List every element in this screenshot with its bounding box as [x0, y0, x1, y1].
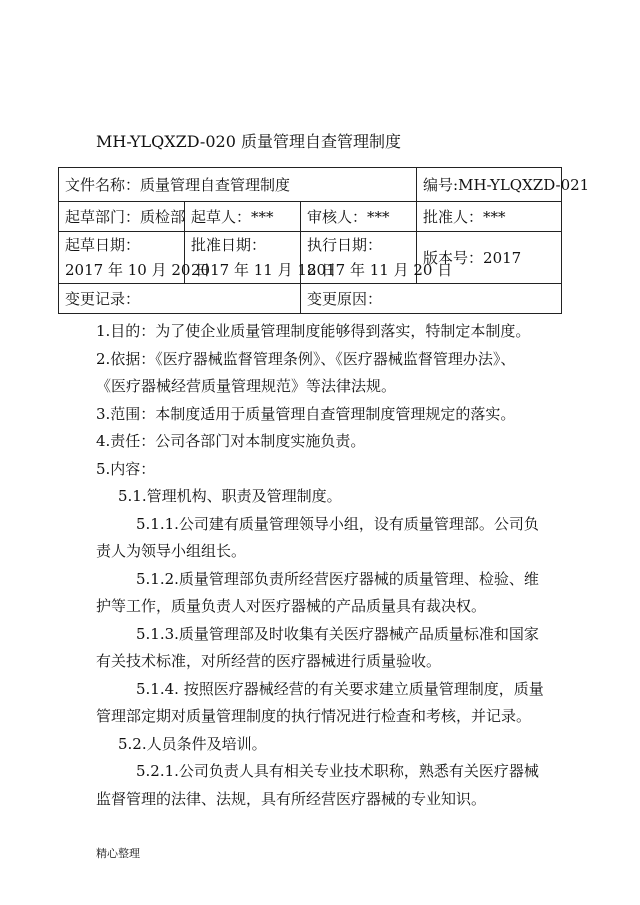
body-line: 5.1.2.质量管理部负责所经营医疗器械的质量管理、检验、维	[136, 569, 539, 588]
body-line: 5.1.管理机构、职责及管理制度。	[118, 487, 342, 505]
exec-date-label: 执行日期：	[307, 235, 383, 254]
document-title: MH-YLQXZD-020 质量管理自查管理制度	[96, 132, 401, 151]
draft-date-cell	[59, 232, 211, 284]
change-reason-cell: 变更原因：	[301, 284, 562, 314]
approve-date-cell	[185, 232, 337, 284]
document-info-table	[58, 167, 590, 314]
draft-date-value: 2017 年 10 月 20 日	[65, 260, 211, 279]
body-line: 5.2.1.公司负责人具有相关专业技术职称，熟悉有关医疗器械	[136, 762, 539, 780]
document-number-cell: 编号:MH-YLQXZD-021	[417, 168, 562, 202]
body-line: 2.依据：《医疗器械监督管理条例》、《医疗器械监督管理办法》、	[96, 349, 516, 368]
body-line: 有关技术标准，对所经营的医疗器械进行质量验收。	[96, 652, 442, 670]
reviewer-cell: 审核人：***	[301, 202, 417, 232]
exec-date-cell	[301, 232, 453, 284]
body-line: 管理部定期对质量管理制度的执行情况进行检查和考核，并记录。	[96, 707, 532, 725]
file-name-cell: 文件名称：质量管理自查管理制度	[59, 168, 417, 202]
draft-department-cell: 起草部门：质检部	[59, 202, 185, 232]
version-cell: 版本号：2017	[417, 232, 562, 284]
approver-cell: 批准人：***	[417, 202, 562, 232]
body-line: 3.范围：本制度适用于质量管理自查管理制度管理规定的落实。	[96, 404, 516, 423]
body-line: 4.责任：公司各部门对本制度实施负责。	[96, 432, 366, 450]
footer-text: 精心整理	[96, 847, 140, 860]
body-line: 监督管理的法律、法规，具有所经营医疗器械的专业知识。	[96, 789, 487, 808]
drafter-cell: 起草人：***	[185, 202, 301, 232]
body-line: 《医疗器械经营质量管理规范》等法律法规。	[96, 377, 397, 395]
body-line: 5.1.1.公司建有质量管理领导小组，设有质量管理部。公司负	[136, 514, 539, 533]
approve-date-label: 批准日期：	[191, 235, 267, 254]
body-line: 5.2.人员条件及培训。	[118, 734, 267, 753]
draft-date-label: 起草日期：	[65, 235, 141, 254]
change-record-cell: 变更记录：	[59, 284, 301, 314]
body-line: 5.1.4. 按照医疗器械经营的有关要求建立质量管理制度，质量	[136, 679, 544, 698]
body-line: 1.目的：为了使企业质量管理制度能够得到落实，特制定本制度。	[96, 322, 531, 340]
body-line: 责人为领导小组组长。	[96, 542, 247, 560]
exec-date-value: 2017 年 11 月 20 日	[307, 260, 453, 279]
approve-date-value: 2017 年 11 月 18 日	[191, 260, 337, 279]
body-line: 护等工作，质量负责人对医疗器械的产品质量具有裁决权。	[96, 597, 487, 615]
body-line: 5.内容：	[96, 459, 156, 478]
body-line: 5.1.3.质量管理部及时收集有关医疗器械产品质量标准和国家	[136, 624, 539, 643]
document-body	[96, 318, 566, 813]
